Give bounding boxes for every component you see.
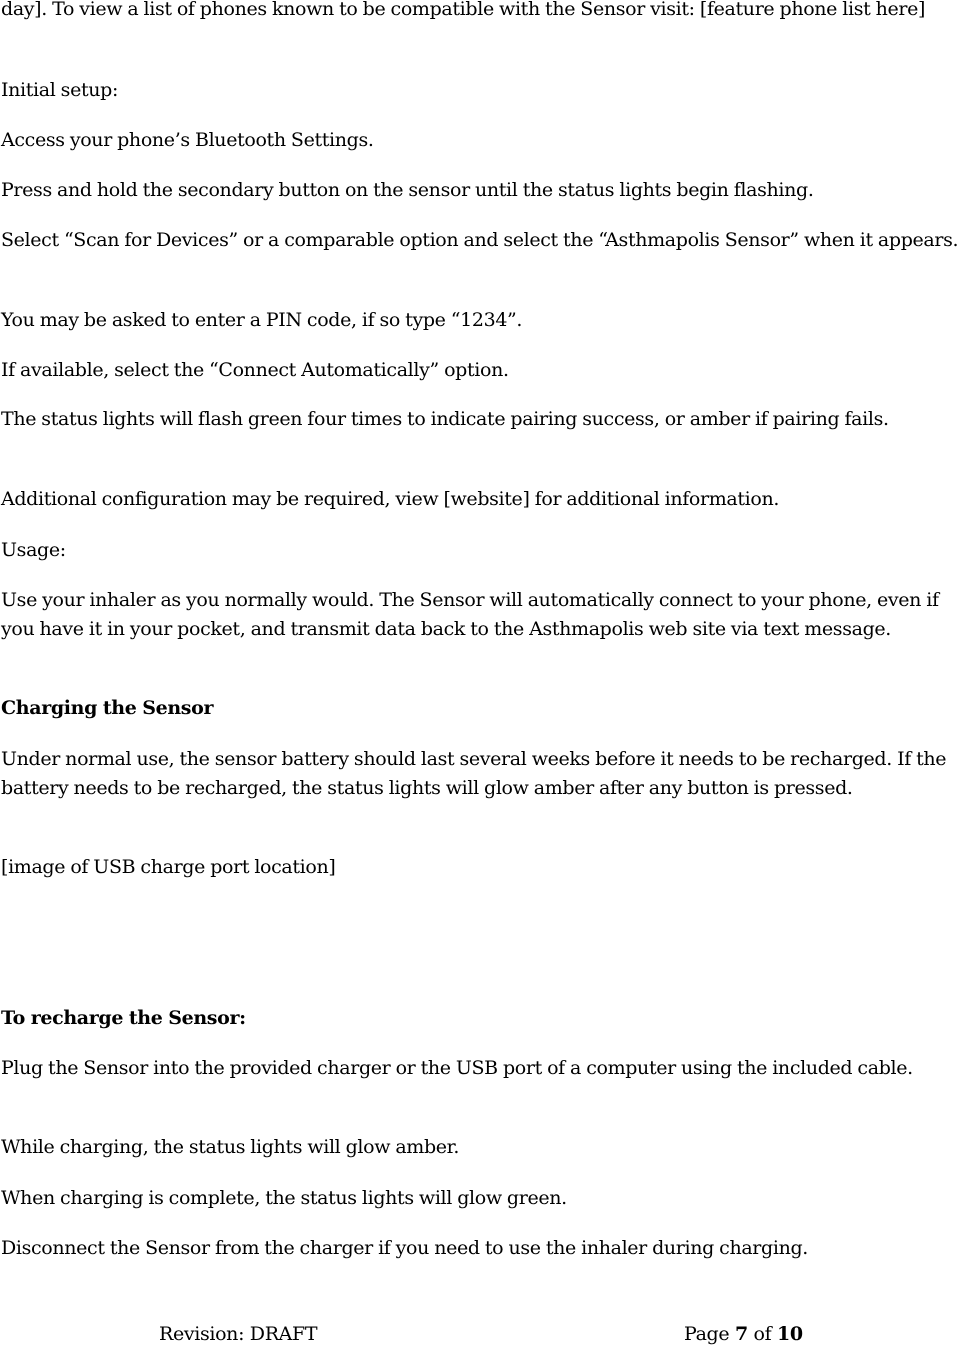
image-placeholder-usb-port: [image of USB charge port location] <box>1 856 336 878</box>
label-initial-setup: Initial setup: <box>1 79 119 101</box>
step-connect-automatically: If available, select the “Connect Automatically” option. <box>1 359 509 381</box>
footer-total-pages: 10 <box>777 1323 803 1345</box>
heading-charging-the-sensor: Charging the Sensor <box>1 697 214 719</box>
footer-page-word: Page <box>684 1323 730 1345</box>
heading-to-recharge: To recharge the Sensor: <box>1 1007 246 1029</box>
step-plug-sensor: Plug the Sensor into the provided charger or the USB port of a computer using the included cable. <box>1 1057 913 1079</box>
step-charging-complete: When charging is complete, the status lights will glow green. <box>1 1187 567 1209</box>
step-scan-devices: Select “Scan for Devices” or a comparable option and select the “Asthmapolis Sensor” when it appears. <box>1 229 959 251</box>
step-press-hold-button: Press and hold the secondary button on the sensor until the status lights begin flashing. <box>1 179 814 201</box>
step-while-charging: While charging, the status lights will glow amber. <box>1 1136 460 1158</box>
step-disconnect-sensor: Disconnect the Sensor from the charger if you need to use the inhaler during charging. <box>1 1237 808 1259</box>
footer-page-number <box>684 1320 803 1349</box>
paragraph-additional-configuration: Additional configuration may be required, view [website] for additional information. <box>1 488 780 510</box>
step-pin-code: You may be asked to enter a PIN code, if so type “1234”. <box>1 309 523 331</box>
paragraph-usage: Use your inhaler as you normally would. The Sensor will automatically connect to your phone, even if you have it in your pocket, and transmit data back to the Asthmapolis web site via text message. <box>1 589 939 640</box>
step-bluetooth-settings: Access your phone’s Bluetooth Settings. <box>1 129 374 151</box>
paragraph-compatibility: day]. To view a list of phones known to be compatible with the Sensor visit: [feature phone list here] <box>1 0 926 20</box>
label-usage: Usage: <box>1 539 66 561</box>
footer-current-page: 7 <box>734 1323 748 1345</box>
step-status-lights-pairing: The status lights will flash green four times to indicate pairing success, or amber if pairing fails. <box>1 408 889 430</box>
footer-revision: Revision: DRAFT <box>159 1323 318 1345</box>
paragraph-battery: Under normal use, the sensor battery should last several weeks before it needs to be recharged. If the battery needs to be recharged, the status lights will glow amber after any button is pressed. <box>1 748 947 799</box>
footer-of-word: of <box>753 1323 772 1345</box>
